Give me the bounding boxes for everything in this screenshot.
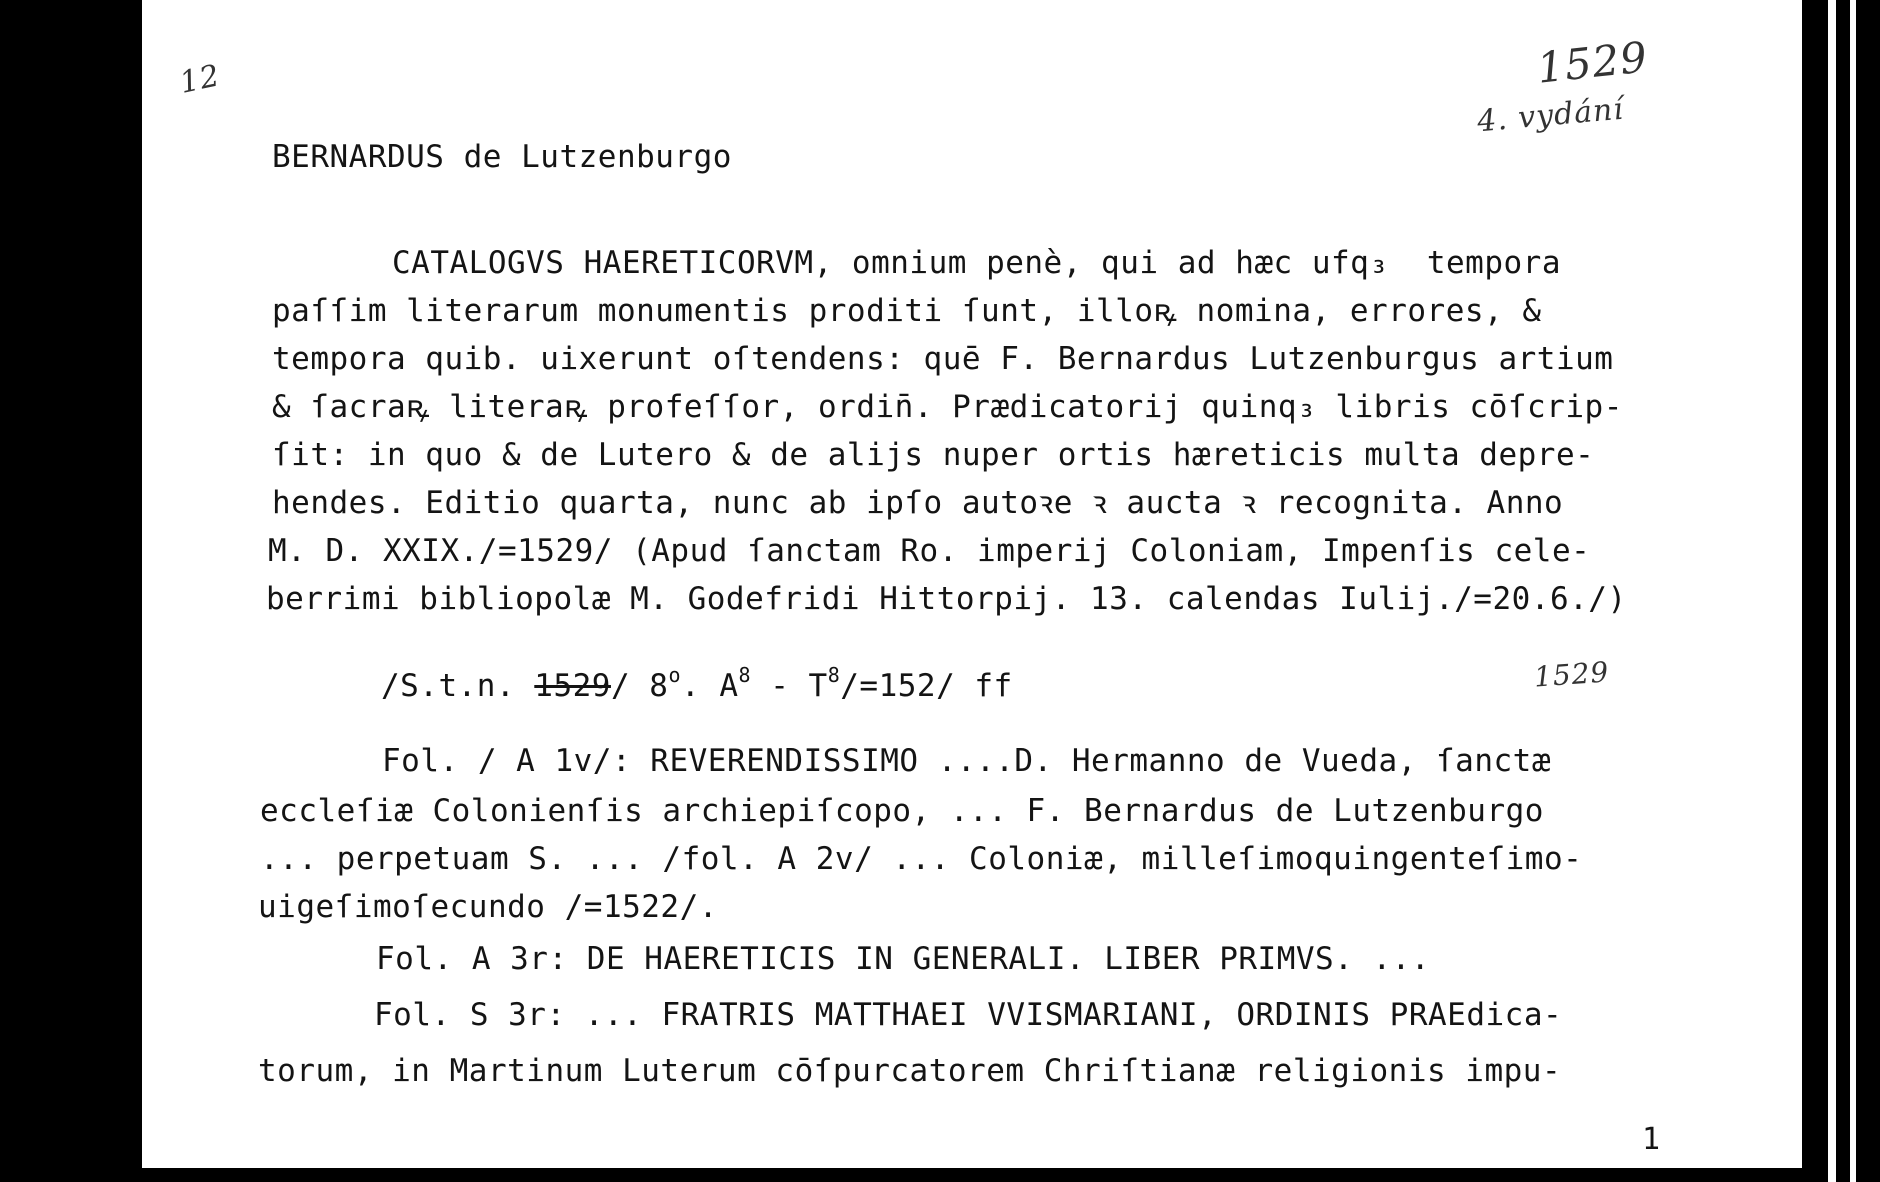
title-line: & ſacraꝶ literaꝶ profeſſor, ordin̄. Prædicatorij quinq₃ libris cōſcrip- [272,389,1623,425]
signature-start: . A [681,668,739,704]
handwritten-year-side: 1529 [1532,655,1611,694]
title-line: paſſim literarum monumentis proditi ſunt, illoꝶ nomina, errores, & [272,293,1542,329]
author-heading: BERNARDUS de Lutzenburgo [272,139,732,175]
title-line: CATALOGVS HAERETICORVM, omnium penè, qui ad hæc ufq₃ tempora [392,245,1561,281]
handwritten-edition-note: 4. vydání [1475,91,1626,140]
collation-prefix: /S.t.n. [380,668,535,704]
page-number: 1 [1642,1122,1661,1157]
title-line: M. D. XXIX./=1529/ (Apud ſanctam Ro. imperij Coloniam, Impenſis cele- [268,533,1591,569]
corner-mark: 12 [176,58,224,101]
leaf-count: /=152/ ff [840,668,1013,704]
folio-line: ... perpetuam S. ... /fol. A 2v/ ... Coloniæ, milleſimoquingenteſimo- [260,841,1583,877]
folio-line: Fol. S 3r: ... FRATRIS MATTHAEI VVISMARIANI, ORDINIS PRAEdica- [374,997,1563,1033]
title-line: tempora quib. uixerunt oſtendens: quē F. Bernardus Lutzenburgus artium [272,341,1614,377]
folio-line: torum, in Martinum Luterum cōſpurcatorem Chriſtianæ religionis impu- [258,1053,1562,1089]
handwritten-year: 1529 [1534,32,1651,93]
folio-line: Fol. A 3r: DE HAERETICIS IN GENERALI. LIBER PRIMVS. ... [376,941,1430,977]
catalog-card [142,0,1802,1168]
title-line: ſit: in quo & de Lutero & de alijs nuper ortis hæreticis multa depre- [272,437,1595,473]
signature-end: - T [751,668,828,704]
right-edge-strip [1828,0,1836,1182]
folio-line: eccleſiæ Colonienſis archiepiſcopo, ... F. Bernardus de Lutzenburgo [260,793,1544,829]
right-edge-strip [1850,0,1856,1182]
struck-year: 1529 [534,668,611,704]
folio-line: uigeſimoſecundo /=1522/. [258,889,718,925]
title-line: hendes. Editio quarta, nunc ab ipſo autoꝛe ꝛ aucta ꝛ recognita. Anno [272,485,1564,521]
title-line: berrimi bibliopolæ M. Godefridi Hittorpij. 13. calendas Iulij./=20.6./) [266,581,1627,617]
collation-line [266,634,1013,733]
degree-mark: o [668,663,681,687]
signature-end-sup: 8 [827,663,841,687]
folio-line: Fol. / A 1v/: REVERENDISSIMO ....D. Hermanno de Vueda, ſanctæ [382,743,1551,779]
signature-start-sup: 8 [738,663,752,687]
format-value: / 8 [610,668,669,704]
